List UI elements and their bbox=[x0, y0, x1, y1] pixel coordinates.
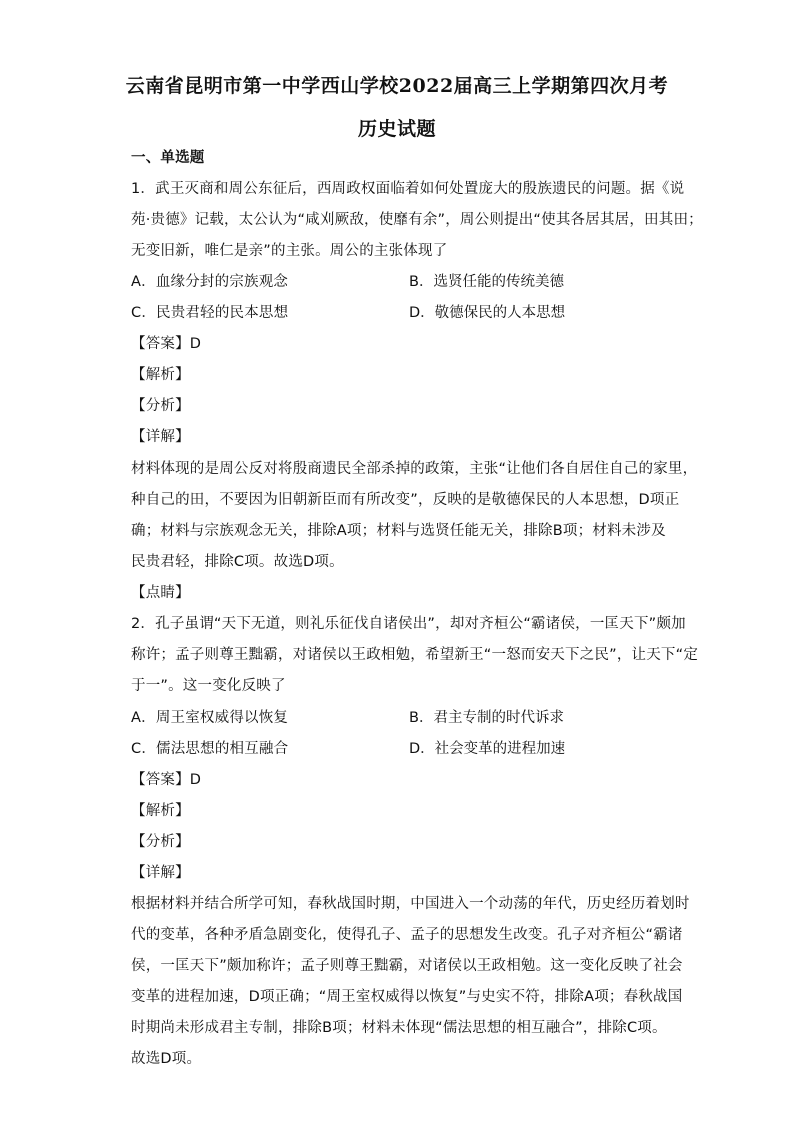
section-heading: 一、单选题 bbox=[131, 150, 205, 166]
q1-option-d: D．敬德保民的人本思想 bbox=[409, 305, 566, 321]
q2-jiexi-label: 【解析】 bbox=[131, 803, 190, 819]
q1-option-a: A．血缘分封的宗族观念 bbox=[131, 274, 289, 290]
q1-option-c: C．民贵君轻的民本思想 bbox=[131, 305, 289, 321]
q1-detail-line-2: 种自己的田，不要因为旧朝新臣而有所改变”，反映的是敬德保民的人本思想，D项正 bbox=[131, 492, 680, 508]
document-title: 云南省昆明市第一中学西山学校2022届高三上学期第四次月考 bbox=[125, 75, 669, 97]
q1-jiexi-label: 【解析】 bbox=[131, 367, 190, 383]
q2-option-c: C．儒法思想的相互融合 bbox=[131, 741, 289, 757]
q1-xiangjie-label: 【详解】 bbox=[131, 429, 190, 445]
q2-detail-line-1: 根据材料并结合所学可知，春秋战国时期，中国进入一个动荡的年代，历史经历着划时 bbox=[131, 896, 690, 912]
q1-dianjing-label: 【点睛】 bbox=[131, 585, 190, 601]
q2-detail-line-4: 变革的进程加速，D项正确；“周王室权威得以恢复”与史实不符，排除A项；春秋战国 bbox=[131, 989, 683, 1005]
q2-detail-line-3: 侯，一匡天下”颇加称许；孟子则尊王黜霸，对诸侯以王政相勉。这一变化反映了社会 bbox=[131, 958, 683, 974]
q2-detail-line-2: 代的变革，各种矛盾急剧变化，使得孔子、孟子的思想发生改变。孔子对齐桓公“霸诸 bbox=[131, 927, 683, 943]
q1-detail-line-4: 民贵君轻，排除C项。故选D项。 bbox=[131, 554, 344, 570]
q1-stem-line-2: 苑·贵德》记载，太公认为“咸刈厥敌，使靡有余”，周公则提出“使其各居其居，田其田； bbox=[131, 212, 703, 228]
q2-stem-line-3: 于一”。这一变化反映了 bbox=[131, 678, 286, 694]
q2-stem-line-1: 2．孔子虽谓“天下无道，则礼乐征伐自诸侯出”，却对齐桓公“霸诸侯，一匡天下”颇加 bbox=[131, 616, 686, 632]
q1-fenxi-label: 【分析】 bbox=[131, 398, 190, 414]
q1-stem-line-3: 无变旧新，唯仁是亲”的主张。周公的主张体现了 bbox=[131, 243, 448, 259]
document-subtitle: 历史试题 bbox=[357, 118, 436, 140]
q2-detail-line-6: 故选D项。 bbox=[131, 1051, 202, 1067]
q1-answer: 【答案】D bbox=[131, 336, 202, 352]
q1-detail-line-3: 确；材料与宗族观念无关，排除A项；材料与选贤任能无关，排除B项；材料未涉及 bbox=[131, 523, 666, 539]
q2-option-a: A．周王室权威得以恢复 bbox=[131, 710, 289, 726]
q1-detail-line-1: 材料体现的是周公反对将殷商遗民全部杀掉的政策，主张“让他们各自居住自己的家里， bbox=[131, 461, 698, 477]
q2-detail-line-5: 时期尚未形成君主专制，排除B项；材料未体现“儒法思想的相互融合”，排除C项。 bbox=[131, 1020, 667, 1036]
q2-option-b: B．君主专制的时代诉求 bbox=[409, 710, 564, 726]
q2-xiangjie-label: 【详解】 bbox=[131, 865, 190, 881]
q1-option-b: B．选贤任能的传统美德 bbox=[409, 274, 564, 290]
q2-stem-line-2: 称许；孟子则尊王黜霸，对诸侯以王政相勉，希望新王“一怒而安天下之民”，让天下“定 bbox=[131, 647, 699, 663]
q2-fenxi-label: 【分析】 bbox=[131, 834, 190, 850]
q2-option-d: D．社会变革的进程加速 bbox=[409, 741, 566, 757]
q2-answer: 【答案】D bbox=[131, 772, 202, 788]
q1-stem-line-1: 1．武王灭商和周公东征后，西周政权面临着如何处置庞大的殷族遗民的问题。据《说 bbox=[131, 181, 685, 197]
